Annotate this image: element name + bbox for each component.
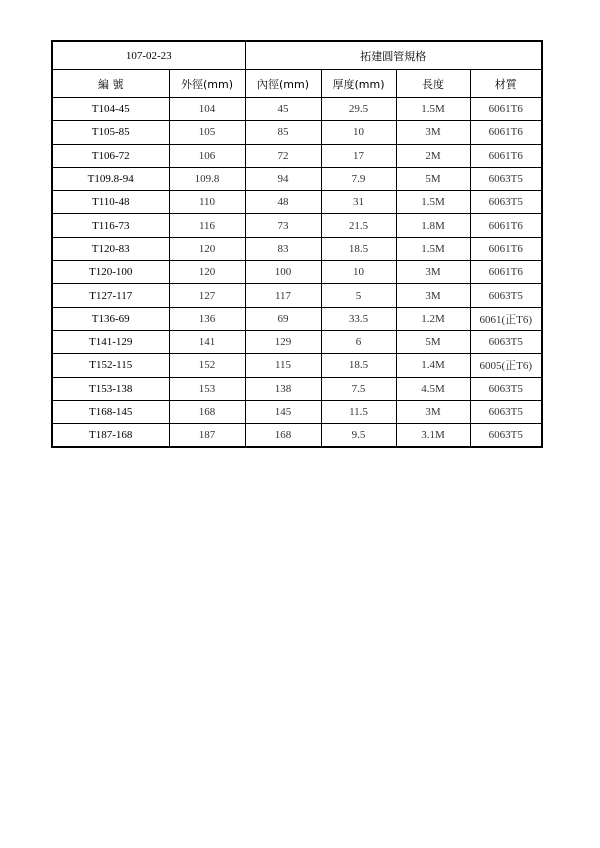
cell-code: T110-48 <box>52 191 169 214</box>
table-row <box>52 284 542 307</box>
cell-material: 6063T5 <box>470 191 542 214</box>
cell-outer-diameter: 104 <box>169 98 245 121</box>
cell-length: 3M <box>396 400 470 423</box>
table-row <box>52 261 542 284</box>
cell-outer-diameter: 127 <box>169 284 245 307</box>
cell-outer-diameter: 105 <box>169 121 245 144</box>
header-material: 材質 <box>470 70 542 98</box>
table-row <box>52 191 542 214</box>
header-thickness: 厚度(mm) <box>321 70 396 98</box>
cell-thickness: 10 <box>321 121 396 144</box>
cell-outer-diameter: 120 <box>169 261 245 284</box>
cell-inner-diameter: 69 <box>245 307 321 330</box>
cell-material: 6061(正T6) <box>470 307 542 330</box>
cell-code: T141-129 <box>52 330 169 353</box>
cell-thickness: 18.5 <box>321 354 396 377</box>
cell-code: T106-72 <box>52 144 169 167</box>
cell-thickness: 9.5 <box>321 424 396 448</box>
cell-length: 1.5M <box>396 191 470 214</box>
cell-thickness: 33.5 <box>321 307 396 330</box>
cell-outer-diameter: 141 <box>169 330 245 353</box>
cell-length: 5M <box>396 330 470 353</box>
cell-length: 4.5M <box>396 377 470 400</box>
cell-material: 6005(正T6) <box>470 354 542 377</box>
cell-material: 6063T5 <box>470 424 542 448</box>
cell-outer-diameter: 120 <box>169 237 245 260</box>
cell-code: T104-45 <box>52 98 169 121</box>
cell-inner-diameter: 83 <box>245 237 321 260</box>
cell-material: 6061T6 <box>470 261 542 284</box>
cell-thickness: 7.5 <box>321 377 396 400</box>
cell-length: 3M <box>396 261 470 284</box>
cell-code: T109.8-94 <box>52 167 169 190</box>
table-row <box>52 377 542 400</box>
cell-outer-diameter: 187 <box>169 424 245 448</box>
sheet-title: 拓建圓管規格 <box>245 41 542 70</box>
cell-code: T153-138 <box>52 377 169 400</box>
cell-code: T168-145 <box>52 400 169 423</box>
cell-code: T152-115 <box>52 354 169 377</box>
sheet-date: 107-02-23 <box>52 41 245 70</box>
cell-length: 1.5M <box>396 98 470 121</box>
cell-code: T116-73 <box>52 214 169 237</box>
cell-outer-diameter: 116 <box>169 214 245 237</box>
header-length: 長度 <box>396 70 470 98</box>
cell-outer-diameter: 109.8 <box>169 167 245 190</box>
cell-material: 6061T6 <box>470 144 542 167</box>
table-row <box>52 400 542 423</box>
table-row <box>52 237 542 260</box>
cell-length: 1.2M <box>396 307 470 330</box>
cell-outer-diameter: 152 <box>169 354 245 377</box>
cell-material: 6063T5 <box>470 167 542 190</box>
cell-thickness: 29.5 <box>321 98 396 121</box>
cell-inner-diameter: 73 <box>245 214 321 237</box>
table-row <box>52 121 542 144</box>
cell-length: 2M <box>396 144 470 167</box>
cell-length: 3M <box>396 284 470 307</box>
cell-inner-diameter: 115 <box>245 354 321 377</box>
cell-material: 6063T5 <box>470 377 542 400</box>
cell-thickness: 5 <box>321 284 396 307</box>
cell-code: T136-69 <box>52 307 169 330</box>
cell-code: T120-83 <box>52 237 169 260</box>
table-row <box>52 98 542 121</box>
spec-sheet <box>51 40 541 448</box>
table-row <box>52 167 542 190</box>
cell-inner-diameter: 94 <box>245 167 321 190</box>
cell-inner-diameter: 48 <box>245 191 321 214</box>
cell-thickness: 21.5 <box>321 214 396 237</box>
cell-outer-diameter: 110 <box>169 191 245 214</box>
cell-code: T127-117 <box>52 284 169 307</box>
cell-thickness: 10 <box>321 261 396 284</box>
table-row <box>52 424 542 448</box>
cell-inner-diameter: 138 <box>245 377 321 400</box>
cell-inner-diameter: 100 <box>245 261 321 284</box>
header-inner-diameter: 內徑(mm) <box>245 70 321 98</box>
cell-inner-diameter: 145 <box>245 400 321 423</box>
cell-inner-diameter: 168 <box>245 424 321 448</box>
cell-thickness: 31 <box>321 191 396 214</box>
cell-thickness: 18.5 <box>321 237 396 260</box>
table-row <box>52 144 542 167</box>
cell-material: 6063T5 <box>470 284 542 307</box>
cell-length: 1.4M <box>396 354 470 377</box>
cell-inner-diameter: 129 <box>245 330 321 353</box>
cell-material: 6061T6 <box>470 237 542 260</box>
cell-thickness: 11.5 <box>321 400 396 423</box>
cell-inner-diameter: 85 <box>245 121 321 144</box>
cell-material: 6061T6 <box>470 121 542 144</box>
cell-outer-diameter: 153 <box>169 377 245 400</box>
cell-inner-diameter: 45 <box>245 98 321 121</box>
cell-length: 5M <box>396 167 470 190</box>
cell-length: 3.1M <box>396 424 470 448</box>
cell-material: 6063T5 <box>470 400 542 423</box>
title-row <box>52 41 542 70</box>
cell-outer-diameter: 168 <box>169 400 245 423</box>
cell-thickness: 6 <box>321 330 396 353</box>
cell-length: 1.8M <box>396 214 470 237</box>
cell-code: T120-100 <box>52 261 169 284</box>
cell-length: 1.5M <box>396 237 470 260</box>
cell-thickness: 7.9 <box>321 167 396 190</box>
header-outer-diameter: 外徑(mm) <box>169 70 245 98</box>
cell-inner-diameter: 72 <box>245 144 321 167</box>
cell-outer-diameter: 136 <box>169 307 245 330</box>
cell-inner-diameter: 117 <box>245 284 321 307</box>
header-code: 編 號 <box>52 70 169 98</box>
cell-code: T105-85 <box>52 121 169 144</box>
table-row <box>52 214 542 237</box>
spec-table <box>51 40 543 448</box>
cell-length: 3M <box>396 121 470 144</box>
cell-material: 6061T6 <box>470 98 542 121</box>
table-row <box>52 330 542 353</box>
table-row <box>52 354 542 377</box>
cell-material: 6061T6 <box>470 214 542 237</box>
cell-code: T187-168 <box>52 424 169 448</box>
cell-material: 6063T5 <box>470 330 542 353</box>
table-row <box>52 307 542 330</box>
header-row <box>52 70 542 98</box>
cell-outer-diameter: 106 <box>169 144 245 167</box>
cell-thickness: 17 <box>321 144 396 167</box>
